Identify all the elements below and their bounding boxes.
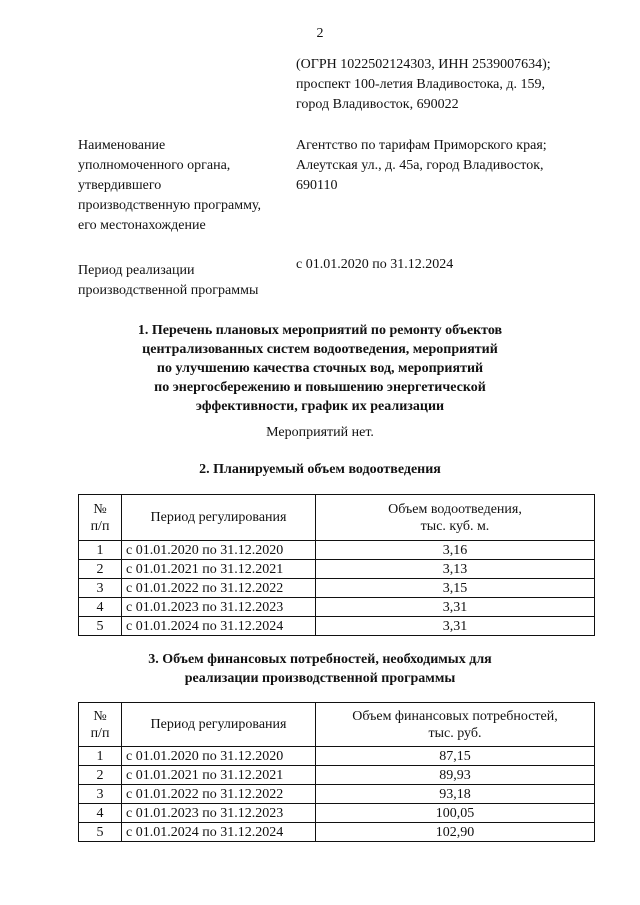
authority-label-line: утвердившего	[78, 178, 162, 193]
table-row	[79, 617, 595, 636]
table-header-row	[79, 703, 595, 747]
table-row	[79, 541, 595, 560]
section-3-heading-line: 3. Объем финансовых потребностей, необходимых для	[148, 652, 492, 667]
table-row	[79, 804, 595, 823]
row-period: с 01.01.2023 по 31.12.2023	[122, 804, 316, 823]
row-number: 4	[79, 598, 122, 617]
row-volume: 3,16	[316, 541, 595, 560]
authority-label-line: уполномоченного органа,	[78, 158, 231, 173]
no-measures-note: Мероприятий нет.	[266, 425, 374, 440]
table-row	[79, 785, 595, 804]
header-volume-line: Объем водоотведения,	[388, 501, 522, 517]
page-number: 2	[316, 26, 324, 41]
row-financial-needs: 100,05	[316, 804, 595, 823]
authority-value	[296, 136, 547, 196]
row-volume: 3,31	[316, 598, 595, 617]
header-number-line: п/п	[90, 518, 110, 534]
period-label	[78, 261, 258, 301]
header-volume	[316, 495, 595, 541]
section-1-heading	[0, 321, 640, 416]
row-period: с 01.01.2023 по 31.12.2023	[122, 598, 316, 617]
row-number: 1	[79, 541, 122, 560]
financial-needs-table	[78, 702, 595, 842]
table-row	[79, 747, 595, 766]
section-1-heading-line: по улучшению качества сточных вод, мероприятий	[156, 361, 484, 376]
org-details-line: (ОГРН 1022502124303, ИНН 2539007634);	[296, 57, 551, 72]
authority-label	[78, 136, 261, 236]
row-number: 3	[79, 579, 122, 598]
section-1-heading-line: эффективности, график их реализации	[195, 399, 445, 414]
period-value: с 01.01.2020 по 31.12.2024	[296, 257, 454, 272]
header-period: Период регулирования	[122, 495, 316, 541]
row-volume: 3,15	[316, 579, 595, 598]
row-period: с 01.01.2022 по 31.12.2022	[122, 785, 316, 804]
table-header-row	[79, 495, 595, 541]
authority-value-line: Алеутская ул., д. 45а, город Владивосток,	[296, 158, 544, 173]
header-number	[79, 495, 122, 541]
header-financial-needs-line: тыс. руб.	[428, 725, 482, 741]
row-number: 1	[79, 747, 122, 766]
period-label-line: производственной программы	[78, 283, 259, 298]
authority-label-line: производственную программу,	[78, 198, 262, 213]
header-number-line: №	[93, 501, 107, 517]
section-2-heading: 2. Планируемый объем водоотведения	[199, 462, 441, 477]
row-number: 2	[79, 766, 122, 785]
authority-label-line: Наименование	[78, 138, 166, 153]
row-financial-needs: 89,93	[316, 766, 595, 785]
row-period: с 01.01.2020 по 31.12.2020	[122, 747, 316, 766]
row-period: с 01.01.2021 по 31.12.2021	[122, 766, 316, 785]
row-number: 3	[79, 785, 122, 804]
period-label-line: Период реализации	[78, 263, 195, 278]
org-details-line: проспект 100-летия Владивостока, д. 159,	[296, 77, 545, 92]
table-row	[79, 560, 595, 579]
table-row	[79, 766, 595, 785]
header-number-line: п/п	[90, 725, 110, 741]
wastewater-volume-table	[78, 494, 595, 636]
header-volume-line: тыс. куб. м.	[420, 518, 490, 534]
row-period: с 01.01.2024 по 31.12.2024	[122, 617, 316, 636]
row-financial-needs: 87,15	[316, 747, 595, 766]
header-financial-needs	[316, 703, 595, 747]
authority-label-line: его местонахождение	[78, 218, 206, 233]
section-1-heading-line: по энергосбережению и повышению энергетической	[154, 380, 486, 395]
header-number	[79, 703, 122, 747]
row-number: 5	[79, 823, 122, 842]
row-volume: 3,31	[316, 617, 595, 636]
table-row	[79, 598, 595, 617]
row-period: с 01.01.2024 по 31.12.2024	[122, 823, 316, 842]
authority-value-line: Агентство по тарифам Приморского края;	[296, 138, 547, 153]
table-row	[79, 823, 595, 842]
row-number: 5	[79, 617, 122, 636]
header-number-line: №	[93, 708, 107, 724]
section-1-heading-line: 1. Перечень плановых мероприятий по ремонту объектов	[137, 323, 503, 338]
org-details-line: город Владивосток, 690022	[296, 97, 459, 112]
section-3-heading-line: реализации производственной программы	[184, 671, 456, 686]
row-period: с 01.01.2021 по 31.12.2021	[122, 560, 316, 579]
row-number: 2	[79, 560, 122, 579]
section-1-heading-line: централизованных систем водоотведения, мероприятий	[142, 342, 498, 357]
authority-value-line: 690110	[296, 178, 338, 193]
header-financial-needs-line: Объем финансовых потребностей,	[352, 708, 558, 724]
row-period: с 01.01.2020 по 31.12.2020	[122, 541, 316, 560]
row-financial-needs: 102,90	[316, 823, 595, 842]
row-period: с 01.01.2022 по 31.12.2022	[122, 579, 316, 598]
header-period: Период регулирования	[122, 703, 316, 747]
row-volume: 3,13	[316, 560, 595, 579]
table-row	[79, 579, 595, 598]
row-financial-needs: 93,18	[316, 785, 595, 804]
section-3-heading	[0, 650, 640, 688]
organization-details	[296, 55, 551, 115]
row-number: 4	[79, 804, 122, 823]
